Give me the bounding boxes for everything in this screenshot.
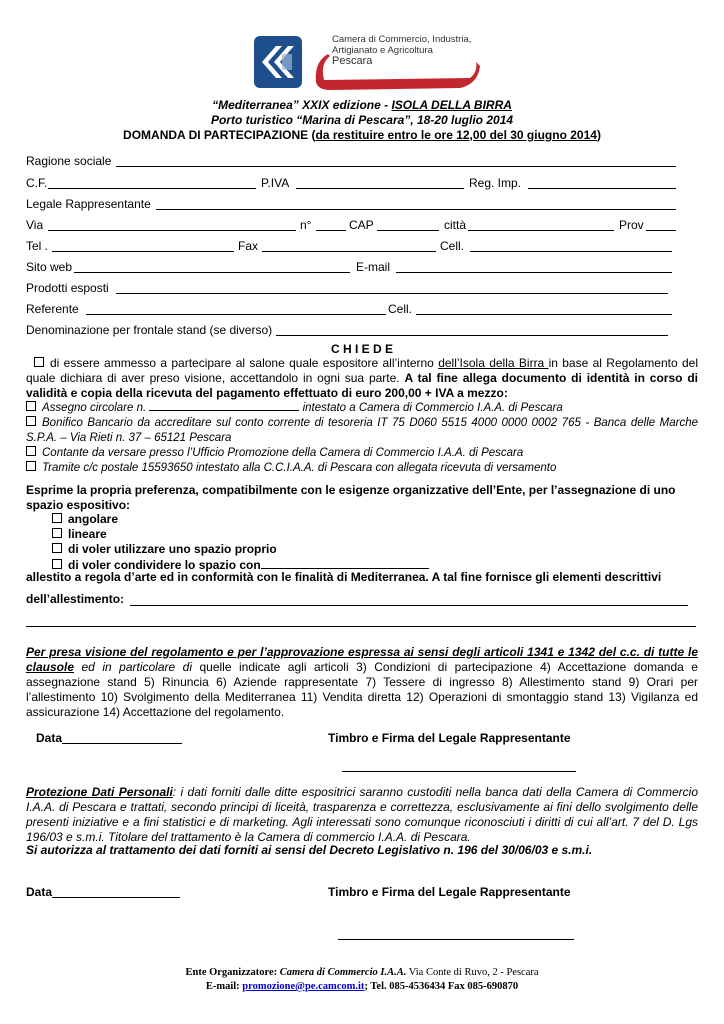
input-referente[interactable] [86,314,386,315]
input-tel[interactable] [52,251,234,252]
sign1-timbro-label: Timbro e Firma del Legale Rappresentante [328,731,571,745]
checkbox-icon [26,401,36,411]
footer-email-label: E-mail: [205,981,243,992]
checkbox-icon [52,543,62,553]
sign2-timbro-label: Timbro e Firma del Legale Rappresentante [328,885,571,899]
input-via[interactable] [48,230,296,231]
input-cap[interactable] [377,230,439,231]
input-denominazione[interactable] [276,335,668,336]
chamber-logo-icon [252,34,304,90]
input-data-1[interactable] [62,743,182,744]
option-lineare-label: lineare [68,527,107,541]
chiede-isola: dell’Isola della Birra [438,356,549,370]
label-piva: P.IVA [261,176,290,190]
chiede-paragraph [26,356,698,401]
allestimento-label: dell’allestimento: [26,592,125,606]
footer-address: Via Conte di Ruvo, 2 - Pescara [406,967,539,978]
assegno-label: Assegno circolare n. [42,402,150,414]
payment-option-assegno[interactable] [26,400,698,416]
label-fax: Fax [238,239,259,253]
label-email: E-mail [356,260,391,274]
label-prodotti: Prodotti esposti [26,281,109,295]
allestimento-text: allestito a regola d’arte ed in conformità con le finalità di Mediterranea. A tal fine fornisce gli elementi descrittivi [26,570,662,584]
preferenza-intro: Esprime la propria preferenza, compatibilmente con le esigenze organizzative dell’Ente, per l’assegnazione di uno spazio espositivo: [26,483,676,512]
chiede-heading: C H I E D E [330,342,393,356]
contante-label: Contante da versare presso l’Ufficio Promozione della Camera di Commercio I.A.A. di Pescara [42,447,524,459]
title-line-2: Porto turistico “Marina di Pescara”, 18-20 luglio 2014 [210,113,514,127]
chiede-text-b: in base al Regolamento del quale dichiara di aver preso visione, accettandolo in ogni sua parte. [26,356,698,385]
preferenza-options [52,512,429,573]
input-prodotti[interactable] [116,293,668,294]
label-cf: C.F. [26,176,48,190]
input-piva[interactable] [296,188,464,189]
input-cf[interactable] [48,188,256,189]
input-prov[interactable] [646,230,676,231]
input-cell-2[interactable] [416,314,672,315]
postale-label: Tramite c/c postale 15593650 intestato alla C.C.I.A.A. di Pescara con allegata ricevuta di versamento [42,462,557,474]
label-legale: Legale Rappresentante [26,197,151,211]
option-angolare-label: angolare [68,512,119,526]
label-cap: CAP [349,218,374,232]
label-cell: Cell. [440,239,465,253]
input-citta[interactable] [468,230,614,231]
title-event-name: ISOLA DELLA BIRRA [391,98,512,112]
checkbox-icon [52,528,62,538]
payment-option-postale[interactable] [26,461,698,476]
input-sito[interactable] [74,272,350,273]
privacy-heading: Protezione Dati Personali [26,785,173,799]
checkbox-icon [52,513,62,523]
option-lineare[interactable] [52,527,429,542]
bullet-box-icon [34,357,44,367]
clausole-ed: ed in particolare di [74,660,200,674]
option-condividere-label: di voler condividere lo spazio con [68,558,261,572]
label-reg-imp: Reg. Imp. [469,176,522,190]
field-ragione-sociale [26,154,111,168]
clausole-articoli: quelle indicate agli articoli 3) Condizioni di partecipazione 4) Accettazione domanda e assegnazione stand 5) Rinuncia 6) Aziende rappresentate 7) Tessere di ingresso 8) Allestimento stand 9) Orari per l’allestimento 10) Svolgimento della Mediterranea 11) Vendita diretta 12) Operazioni di smontaggio stand 13) Vigilanza ed assicurazione 14) Accettazione del regolamento. [26,660,698,719]
input-data-2[interactable] [52,897,180,898]
footer-contacts: ; Tel. 085-4536434 Fax 085-690870 [364,981,519,992]
footer-email-link[interactable]: promozione@pe.camcom.it [242,981,365,992]
input-reg-imp[interactable] [528,188,676,189]
label-prov: Prov [619,218,644,232]
option-angolare[interactable] [52,512,429,527]
footer [0,966,724,994]
input-allestimento-1[interactable] [130,605,688,606]
payment-options [26,400,698,476]
label-tel: Tel . [26,239,49,253]
signature-line-1[interactable] [342,771,576,772]
label-denominazione: Denominazione per frontale stand (se diverso) [26,323,273,337]
input-cell[interactable] [470,251,672,252]
logo-line-3: Pescara [332,55,373,67]
footer-ente-label: Ente Organizzatore: [185,967,280,978]
sign2-data-label: Data [26,885,53,899]
input-legale[interactable] [156,209,676,210]
chiede-allega: A tal fine allega documento di identità in corso di validità e copia della ricevuta del pagamento effettuato di euro 200,00 + IVA a mezzo: [26,371,698,400]
title-close-paren: ) [596,128,601,142]
input-allestimento-2[interactable] [26,626,696,627]
label-ragione-sociale: Ragione sociale [26,154,112,168]
label-citta: città [444,218,467,232]
checkbox-icon [26,461,36,471]
label-via: Via [26,218,44,232]
title-line-1: “Mediterranea” XXIX edizione - [212,98,392,112]
input-assegno[interactable] [149,400,299,411]
input-fax[interactable] [262,251,436,252]
logo-line-2: Artigianato e Agricoltura [332,45,433,56]
deadline: da restituire entro le ore 12,00 del 30 giugno 2014 [315,128,597,142]
option-spazio-proprio-label: di voler utilizzare uno spazio proprio [68,542,277,556]
privacy-authorize: Si autorizza al trattamento dei dati forniti ai sensi del Decreto Legislativo n. 196 del 30/06/03 e s.m.i. [26,843,593,857]
privacy-paragraph [26,785,698,845]
title-line-3: DOMANDA DI PARTECIPAZIONE ( [123,128,316,142]
clausole-paragraph [26,645,698,720]
bonifico-label: Bonifico Bancario da accreditare sul conto corrente di tesoreria IT 75 D060 5515 4000 0000 0002 765 - Banca delle Marche S.P.A. – Via Rieti n. 37 – 65121 Pescara [26,417,698,444]
checkbox-icon [26,416,36,426]
logo [252,32,482,94]
option-spazio-proprio[interactable] [52,542,429,557]
logo-line-1: Camera di Commercio, Industria, [332,34,472,45]
chiede-text-a: di essere ammesso a partecipare al salone quale espositore all’interno [50,356,439,370]
label-sito: Sito web [26,260,73,274]
label-cell-2: Cell. [388,302,413,316]
payment-option-contante[interactable] [26,446,698,461]
input-n[interactable] [316,230,346,231]
input-email[interactable] [396,272,672,273]
checkbox-icon [26,446,36,456]
input-condividere[interactable] [261,557,429,569]
clausole-lead: Per presa visione del regolamento e per l’approvazione espressa ai sensi degli articoli 1341 e 1342 del c.c. di tutte le clausole [26,645,698,674]
signature-line-2[interactable] [338,939,574,940]
payment-option-bonifico[interactable] [26,416,698,446]
input-ragione-sociale[interactable] [116,166,676,167]
assegno-intestazione: intestato a Camera di Commercio I.A.A. di Pescara [299,402,563,414]
label-referente: Referente [26,302,79,316]
label-n: n° [300,218,312,232]
checkbox-icon [52,559,62,569]
footer-ente-name: Camera di Commercio I.A.A. [279,967,407,978]
page-title [0,98,724,143]
privacy-text: : i dati forniti dalle ditte espositrici saranno custoditi nella banca dati della Camera di Commercio I.A.A. di Pescara e trattati, secondo principi di liceità, trasparenza e correttezza, esclusivamente ai fini dello svolgimento delle presenti iniziative e a fini statistici e di marketing. Agli interessati sono comunque riconosciuti i diritti di cui all’art. 7 del D. Lgs 196/03 e s.m.i. Titolare del trattamento è la Camera di commercio I.A.A. di Pescara. [26,785,699,844]
sign1-data-label: Data [36,731,63,745]
